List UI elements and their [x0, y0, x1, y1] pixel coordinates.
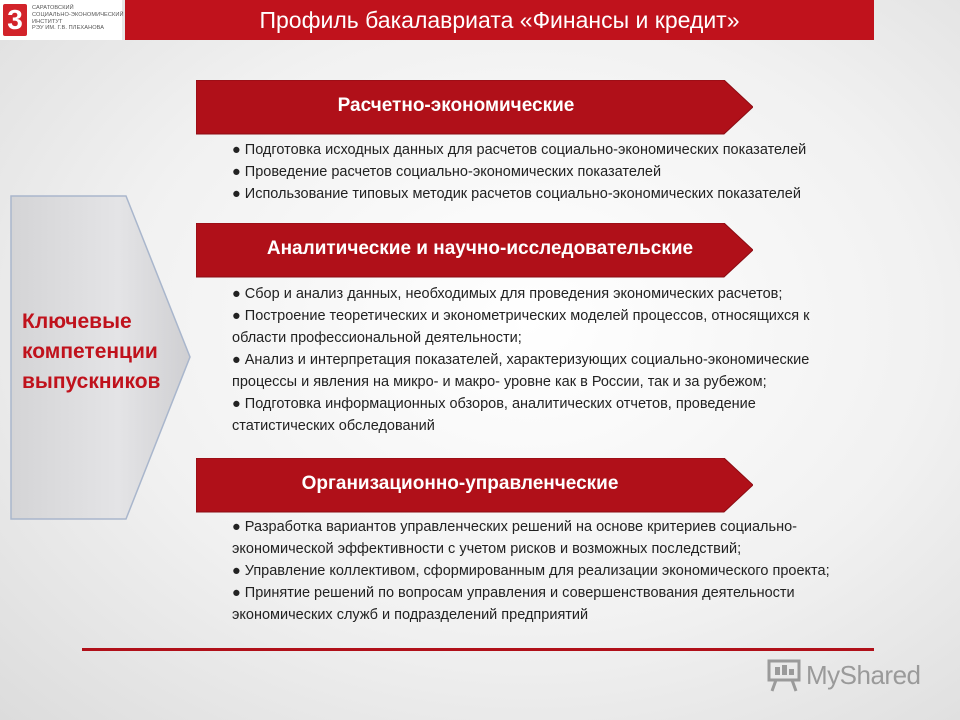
- list-item: ● Проведение расчетов социально-экономических показателей: [232, 164, 662, 180]
- section-banner-calculation: [196, 80, 753, 135]
- logo-line: СОЦИАЛЬНО-ЭКОНОМИЧЕСКИЙ: [32, 11, 124, 18]
- key-competencies-arrow: [10, 195, 192, 520]
- label-line: Ключевые: [22, 310, 132, 333]
- logo-line: САРАТОВСКИЙ: [32, 5, 74, 11]
- slide-title: Профиль бакалавриата «Финансы и кредит»: [125, 0, 874, 40]
- label-line: компетенции: [22, 340, 158, 363]
- logo-text: [32, 5, 122, 32]
- section-list-management: [232, 516, 830, 626]
- section-list-calculation: [232, 139, 806, 205]
- institute-logo: [0, 0, 122, 40]
- list-item: ● Разработка вариантов управленческих решений на основе критериев социально-: [232, 519, 797, 535]
- list-item: ● Анализ и интерпретация показателей, характеризующих социально-экономические: [232, 352, 810, 368]
- list-item-continuation: экономической эффективности с учетом рисков и возможных последствий;: [232, 541, 742, 557]
- list-item: ● Подготовка исходных данных для расчетов социально-экономических показателей: [232, 142, 807, 158]
- list-item-continuation: экономических служб и подразделений предприятий: [232, 607, 589, 623]
- section-banner-management: [196, 458, 753, 513]
- list-item-continuation: области профессиональной деятельности;: [232, 330, 522, 346]
- list-item: ● Управление коллективом, сформированным для реализации экономического проекта;: [232, 563, 830, 579]
- section-heading: Организационно-управленческие: [301, 473, 619, 494]
- logo-mark: 3: [3, 4, 27, 36]
- list-item-continuation: статистических обследований: [232, 418, 435, 434]
- logo-line: ИНСТИТУТ: [32, 18, 63, 25]
- section-banner-analytics: [196, 223, 753, 278]
- presentation-board-icon: [766, 658, 802, 692]
- logo-line: РЭУ ИМ. Г.В. ПЛЕХАНОВА: [32, 25, 105, 32]
- list-item: ● Принятие решений по вопросам управления и совершенствования деятельности: [232, 585, 795, 601]
- section-list-analytics: [232, 283, 809, 437]
- bottom-divider: [82, 648, 874, 651]
- label-line: выпускников: [22, 370, 161, 393]
- key-competencies-label: [22, 307, 160, 397]
- list-item-continuation: процессы и явления на микро- и макро- уровне как в России, так и за рубежом;: [232, 374, 767, 390]
- myshared-watermark: [766, 658, 926, 694]
- list-item: ● Использование типовых методик расчетов социально-экономических показателей: [232, 186, 801, 202]
- watermark-text: MyShared: [806, 660, 921, 690]
- list-item: ● Подготовка информационных обзоров, аналитических отчетов, проведение: [232, 396, 756, 412]
- section-heading: Расчетно-экономические: [337, 95, 575, 116]
- section-heading: Аналитические и научно-исследовательские: [266, 238, 694, 259]
- list-item: ● Построение теоретических и эконометрических моделей процессов, относящихся к: [232, 308, 810, 324]
- list-item: ● Сбор и анализ данных, необходимых для проведения экономических расчетов;: [232, 286, 783, 302]
